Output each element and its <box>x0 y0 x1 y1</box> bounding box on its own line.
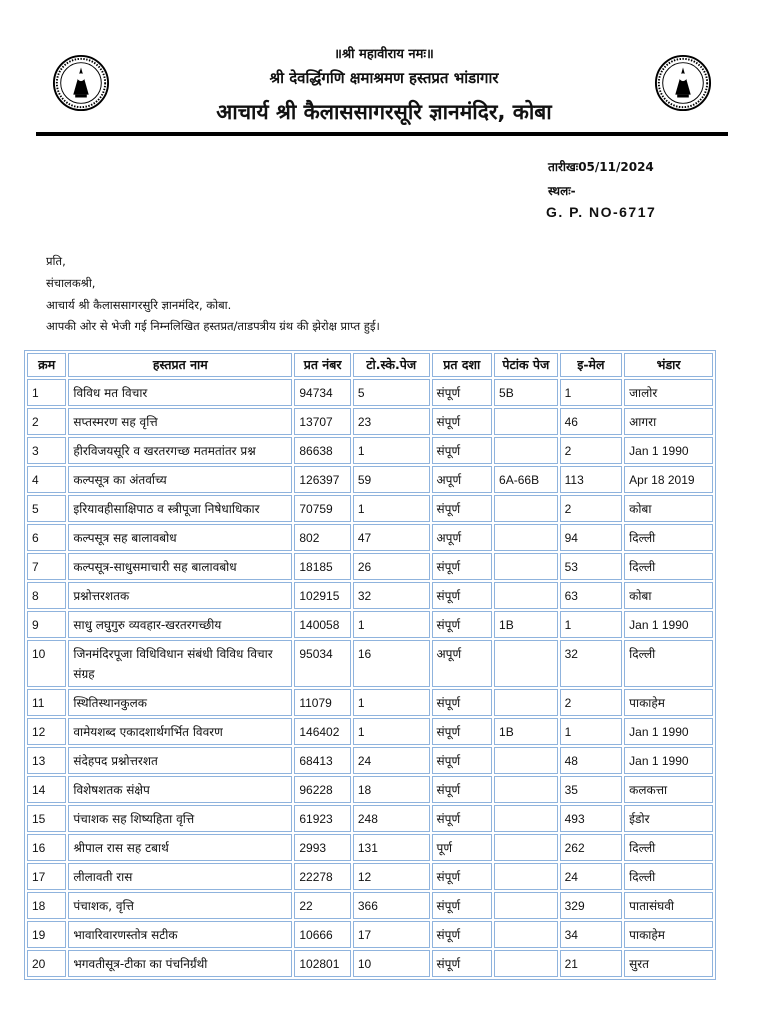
cell-condition: अपूर्ण <box>432 640 493 687</box>
cell-copy-number: 94734 <box>294 379 351 406</box>
cell-copy-number: 11079 <box>294 689 351 716</box>
table-row <box>27 776 713 803</box>
cell-condition: संपूर्ण <box>432 718 493 745</box>
cell-condition: संपूर्ण <box>432 689 493 716</box>
letter-to: प्रति, <box>46 254 66 268</box>
cell-manuscript-name: स्थितिस्थानकुलक <box>68 689 292 716</box>
cell-email: 2 <box>560 495 623 522</box>
cell-copy-number: 22 <box>294 892 351 919</box>
column-header-total-scan-pages: टो.स्के.पेज <box>353 353 430 377</box>
cell-condition: संपूर्ण <box>432 950 493 977</box>
cell-manuscript-name: पंचाशक, वृत्ति <box>68 892 292 919</box>
cell-serial: 1 <box>27 379 66 406</box>
cell-total-scan-pages: 366 <box>353 892 430 919</box>
cell-total-scan-pages: 131 <box>353 834 430 861</box>
cell-repository: कोबा <box>624 582 713 609</box>
cell-serial: 5 <box>27 495 66 522</box>
cell-email: 113 <box>560 466 623 493</box>
cell-serial: 10 <box>27 640 66 687</box>
cell-manuscript-name: संदेहपद प्रश्नोत्तरशत <box>68 747 292 774</box>
cell-condition: पूर्ण <box>432 834 493 861</box>
cell-total-scan-pages: 1 <box>353 437 430 464</box>
cell-petank-pages: 1B <box>494 611 558 638</box>
cell-copy-number: 70759 <box>294 495 351 522</box>
cell-total-scan-pages: 1 <box>353 718 430 745</box>
cell-total-scan-pages: 26 <box>353 553 430 580</box>
column-header-petank-pages: पेटांक पेज <box>494 353 558 377</box>
cell-manuscript-name: विशेषशतक संक्षेप <box>68 776 292 803</box>
table-row <box>27 834 713 861</box>
table-header-row <box>27 353 713 377</box>
column-header-repository: भंडार <box>624 353 713 377</box>
cell-total-scan-pages: 10 <box>353 950 430 977</box>
cell-repository: जालोर <box>624 379 713 406</box>
cell-email: 493 <box>560 805 623 832</box>
table-row <box>27 689 713 716</box>
cell-repository: दिल्ली <box>624 863 713 890</box>
cell-serial: 16 <box>27 834 66 861</box>
cell-manuscript-name: सप्तस्मरण सह वृत्ति <box>68 408 292 435</box>
cell-condition: अपूर्ण <box>432 524 493 551</box>
table-row <box>27 553 713 580</box>
cell-copy-number: 2993 <box>294 834 351 861</box>
cell-serial: 6 <box>27 524 66 551</box>
cell-serial: 14 <box>27 776 66 803</box>
cell-repository: Jan 1 1990 <box>624 718 713 745</box>
cell-copy-number: 102915 <box>294 582 351 609</box>
cell-condition: संपूर्ण <box>432 437 493 464</box>
cell-petank-pages <box>494 834 558 861</box>
cell-copy-number: 68413 <box>294 747 351 774</box>
table-row <box>27 805 713 832</box>
table-row <box>27 950 713 977</box>
cell-manuscript-name: प्रश्नोत्तरशतक <box>68 582 292 609</box>
cell-email: 94 <box>560 524 623 551</box>
cell-serial: 7 <box>27 553 66 580</box>
letter-recipient: संचालकश्री, <box>46 276 96 290</box>
cell-repository: Jan 1 1990 <box>624 437 713 464</box>
cell-email: 1 <box>560 718 623 745</box>
cell-serial: 11 <box>27 689 66 716</box>
cell-email: 2 <box>560 689 623 716</box>
cell-condition: संपूर्ण <box>432 921 493 948</box>
cell-manuscript-name: जिनमंदिरपूजा विधिविधान संबंधी विविध विचार संग्रह <box>68 640 292 687</box>
cell-total-scan-pages: 23 <box>353 408 430 435</box>
cell-copy-number: 10666 <box>294 921 351 948</box>
place-line: स्थलः- <box>548 184 576 198</box>
cell-repository: पातासंघवी <box>624 892 713 919</box>
cell-petank-pages <box>494 805 558 832</box>
cell-petank-pages <box>494 437 558 464</box>
cell-email: 34 <box>560 921 623 948</box>
column-header-serial: क्रम <box>27 353 66 377</box>
cell-manuscript-name: लीलावती रास <box>68 863 292 890</box>
cell-email: 48 <box>560 747 623 774</box>
cell-email: 53 <box>560 553 623 580</box>
institution-title: आचार्य श्री कैलाससागरसूरि ज्ञानमंदिर, कोबा <box>216 100 552 124</box>
cell-petank-pages <box>494 689 558 716</box>
cell-repository: कलकत्ता <box>624 776 713 803</box>
cell-repository: दिल्ली <box>624 834 713 861</box>
table-row <box>27 611 713 638</box>
cell-manuscript-name: कल्पसूत्र सह बालावबोध <box>68 524 292 551</box>
cell-copy-number: 96228 <box>294 776 351 803</box>
column-header-copy-number: प्रत नंबर <box>294 353 351 377</box>
cell-serial: 17 <box>27 863 66 890</box>
cell-manuscript-name: भगवतीसूत्र-टीका का पंचनिर्ग्रंथी <box>68 950 292 977</box>
cell-petank-pages <box>494 640 558 687</box>
table-row <box>27 640 713 687</box>
cell-repository: दिल्ली <box>624 640 713 687</box>
cell-copy-number: 61923 <box>294 805 351 832</box>
header-divider <box>36 132 728 136</box>
table-row <box>27 379 713 406</box>
cell-repository: पाकाहेम <box>624 921 713 948</box>
cell-serial: 18 <box>27 892 66 919</box>
cell-serial: 8 <box>27 582 66 609</box>
table-row <box>27 495 713 522</box>
cell-serial: 15 <box>27 805 66 832</box>
cell-petank-pages <box>494 863 558 890</box>
cell-condition: संपूर्ण <box>432 747 493 774</box>
cell-total-scan-pages: 32 <box>353 582 430 609</box>
cell-condition: संपूर्ण <box>432 611 493 638</box>
table-row <box>27 921 713 948</box>
cell-condition: अपूर्ण <box>432 466 493 493</box>
cell-serial: 3 <box>27 437 66 464</box>
cell-serial: 9 <box>27 611 66 638</box>
cell-condition: संपूर्ण <box>432 582 493 609</box>
table-row <box>27 863 713 890</box>
cell-serial: 4 <box>27 466 66 493</box>
cell-condition: संपूर्ण <box>432 379 493 406</box>
cell-serial: 12 <box>27 718 66 745</box>
cell-repository: Jan 1 1990 <box>624 611 713 638</box>
cell-petank-pages <box>494 950 558 977</box>
column-header-manuscript-name: हस्तप्रत नाम <box>68 353 292 377</box>
cell-petank-pages <box>494 553 558 580</box>
repository-subtitle: श्री देवर्द्धिगणि क्षमाश्रमण हस्तप्रत भांडागार <box>269 69 499 87</box>
table-row <box>27 524 713 551</box>
cell-petank-pages <box>494 892 558 919</box>
cell-condition: संपूर्ण <box>432 553 493 580</box>
cell-copy-number: 95034 <box>294 640 351 687</box>
table-row <box>27 718 713 745</box>
cell-copy-number: 102801 <box>294 950 351 977</box>
letter-institute: आचार्य श्री कैलाससागरसुरि ज्ञानमंदिर, कोबा. <box>46 298 232 312</box>
cell-total-scan-pages: 1 <box>353 495 430 522</box>
cell-petank-pages: 1B <box>494 718 558 745</box>
cell-condition: संपूर्ण <box>432 892 493 919</box>
cell-total-scan-pages: 248 <box>353 805 430 832</box>
cell-email: 24 <box>560 863 623 890</box>
cell-total-scan-pages: 24 <box>353 747 430 774</box>
cell-manuscript-name: श्रीपाल रास सह टबार्थ <box>68 834 292 861</box>
cell-condition: संपूर्ण <box>432 805 493 832</box>
column-header-condition: प्रत दशा <box>432 353 493 377</box>
cell-manuscript-name: साधु लघुगुरु व्यवहार-खरतरगच्छीय <box>68 611 292 638</box>
cell-petank-pages <box>494 582 558 609</box>
cell-email: 21 <box>560 950 623 977</box>
cell-email: 35 <box>560 776 623 803</box>
cell-total-scan-pages: 5 <box>353 379 430 406</box>
cell-manuscript-name: कल्पसूत्र-साधुसमाचारी सह बालावबोध <box>68 553 292 580</box>
cell-email: 46 <box>560 408 623 435</box>
cell-petank-pages: 5B <box>494 379 558 406</box>
cell-email: 63 <box>560 582 623 609</box>
cell-repository: Apr 18 2019 <box>624 466 713 493</box>
cell-petank-pages: 6A-66B <box>494 466 558 493</box>
manuscript-table <box>24 350 716 980</box>
cell-repository: Jan 1 1990 <box>624 747 713 774</box>
cell-total-scan-pages: 18 <box>353 776 430 803</box>
invocation-line: ॥श्री महावीराय नमः॥ <box>334 47 434 62</box>
table-row <box>27 408 713 435</box>
cell-serial: 19 <box>27 921 66 948</box>
cell-email: 329 <box>560 892 623 919</box>
cell-manuscript-name: इरियावहीसाक्षिपाठ व स्त्रीपूजा निषेधाधिकार <box>68 495 292 522</box>
cell-manuscript-name: हीरविजयसूरि व खरतरगच्छ मतमतांतर प्रश्न <box>68 437 292 464</box>
cell-total-scan-pages: 12 <box>353 863 430 890</box>
cell-repository: ईडोर <box>624 805 713 832</box>
cell-manuscript-name: विविध मत विचार <box>68 379 292 406</box>
table-row <box>27 892 713 919</box>
cell-copy-number: 86638 <box>294 437 351 464</box>
cell-serial: 2 <box>27 408 66 435</box>
gp-number: G. P. NO-6717 <box>546 204 657 220</box>
table-row <box>27 466 713 493</box>
cell-repository: दिल्ली <box>624 553 713 580</box>
cell-condition: संपूर्ण <box>432 495 493 522</box>
cell-total-scan-pages: 1 <box>353 689 430 716</box>
cell-copy-number: 13707 <box>294 408 351 435</box>
cell-repository: आगरा <box>624 408 713 435</box>
cell-email: 262 <box>560 834 623 861</box>
cell-total-scan-pages: 16 <box>353 640 430 687</box>
cell-manuscript-name: कल्पसूत्र का अंतर्वाच्य <box>68 466 292 493</box>
column-header-email: इ-मेल <box>560 353 623 377</box>
cell-total-scan-pages: 17 <box>353 921 430 948</box>
cell-petank-pages <box>494 747 558 774</box>
cell-repository: दिल्ली <box>624 524 713 551</box>
cell-condition: संपूर्ण <box>432 863 493 890</box>
table-row <box>27 747 713 774</box>
cell-repository: पाकाहेम <box>624 689 713 716</box>
cell-repository: सुरत <box>624 950 713 977</box>
cell-email: 1 <box>560 379 623 406</box>
cell-copy-number: 22278 <box>294 863 351 890</box>
cell-total-scan-pages: 59 <box>353 466 430 493</box>
cell-email: 2 <box>560 437 623 464</box>
cell-manuscript-name: भावारिवारणस्तोत्र सटीक <box>68 921 292 948</box>
cell-petank-pages <box>494 408 558 435</box>
cell-copy-number: 146402 <box>294 718 351 745</box>
table-row <box>27 582 713 609</box>
cell-petank-pages <box>494 495 558 522</box>
cell-manuscript-name: वामेयशब्द एकादशार्थगर्भित विवरण <box>68 718 292 745</box>
date-line: तारीखः05/11/2024 <box>548 160 654 174</box>
cell-total-scan-pages: 1 <box>353 611 430 638</box>
cell-condition: संपूर्ण <box>432 776 493 803</box>
cell-serial: 13 <box>27 747 66 774</box>
cell-total-scan-pages: 47 <box>353 524 430 551</box>
cell-copy-number: 18185 <box>294 553 351 580</box>
letter-body: आपकी ओर से भेजी गई निम्नलिखित हस्तप्रत/ताडपत्रीय ग्रंथ की झेरोक्ष प्राप्त हुई। <box>46 319 380 333</box>
cell-copy-number: 140058 <box>294 611 351 638</box>
cell-repository: कोबा <box>624 495 713 522</box>
cell-email: 32 <box>560 640 623 687</box>
cell-condition: संपूर्ण <box>432 408 493 435</box>
table-row <box>27 437 713 464</box>
cell-manuscript-name: पंचाशक सह शिष्यहिता वृत्ति <box>68 805 292 832</box>
cell-petank-pages <box>494 776 558 803</box>
cell-serial: 20 <box>27 950 66 977</box>
cell-petank-pages <box>494 921 558 948</box>
cell-copy-number: 802 <box>294 524 351 551</box>
cell-petank-pages <box>494 524 558 551</box>
cell-copy-number: 126397 <box>294 466 351 493</box>
cell-email: 1 <box>560 611 623 638</box>
